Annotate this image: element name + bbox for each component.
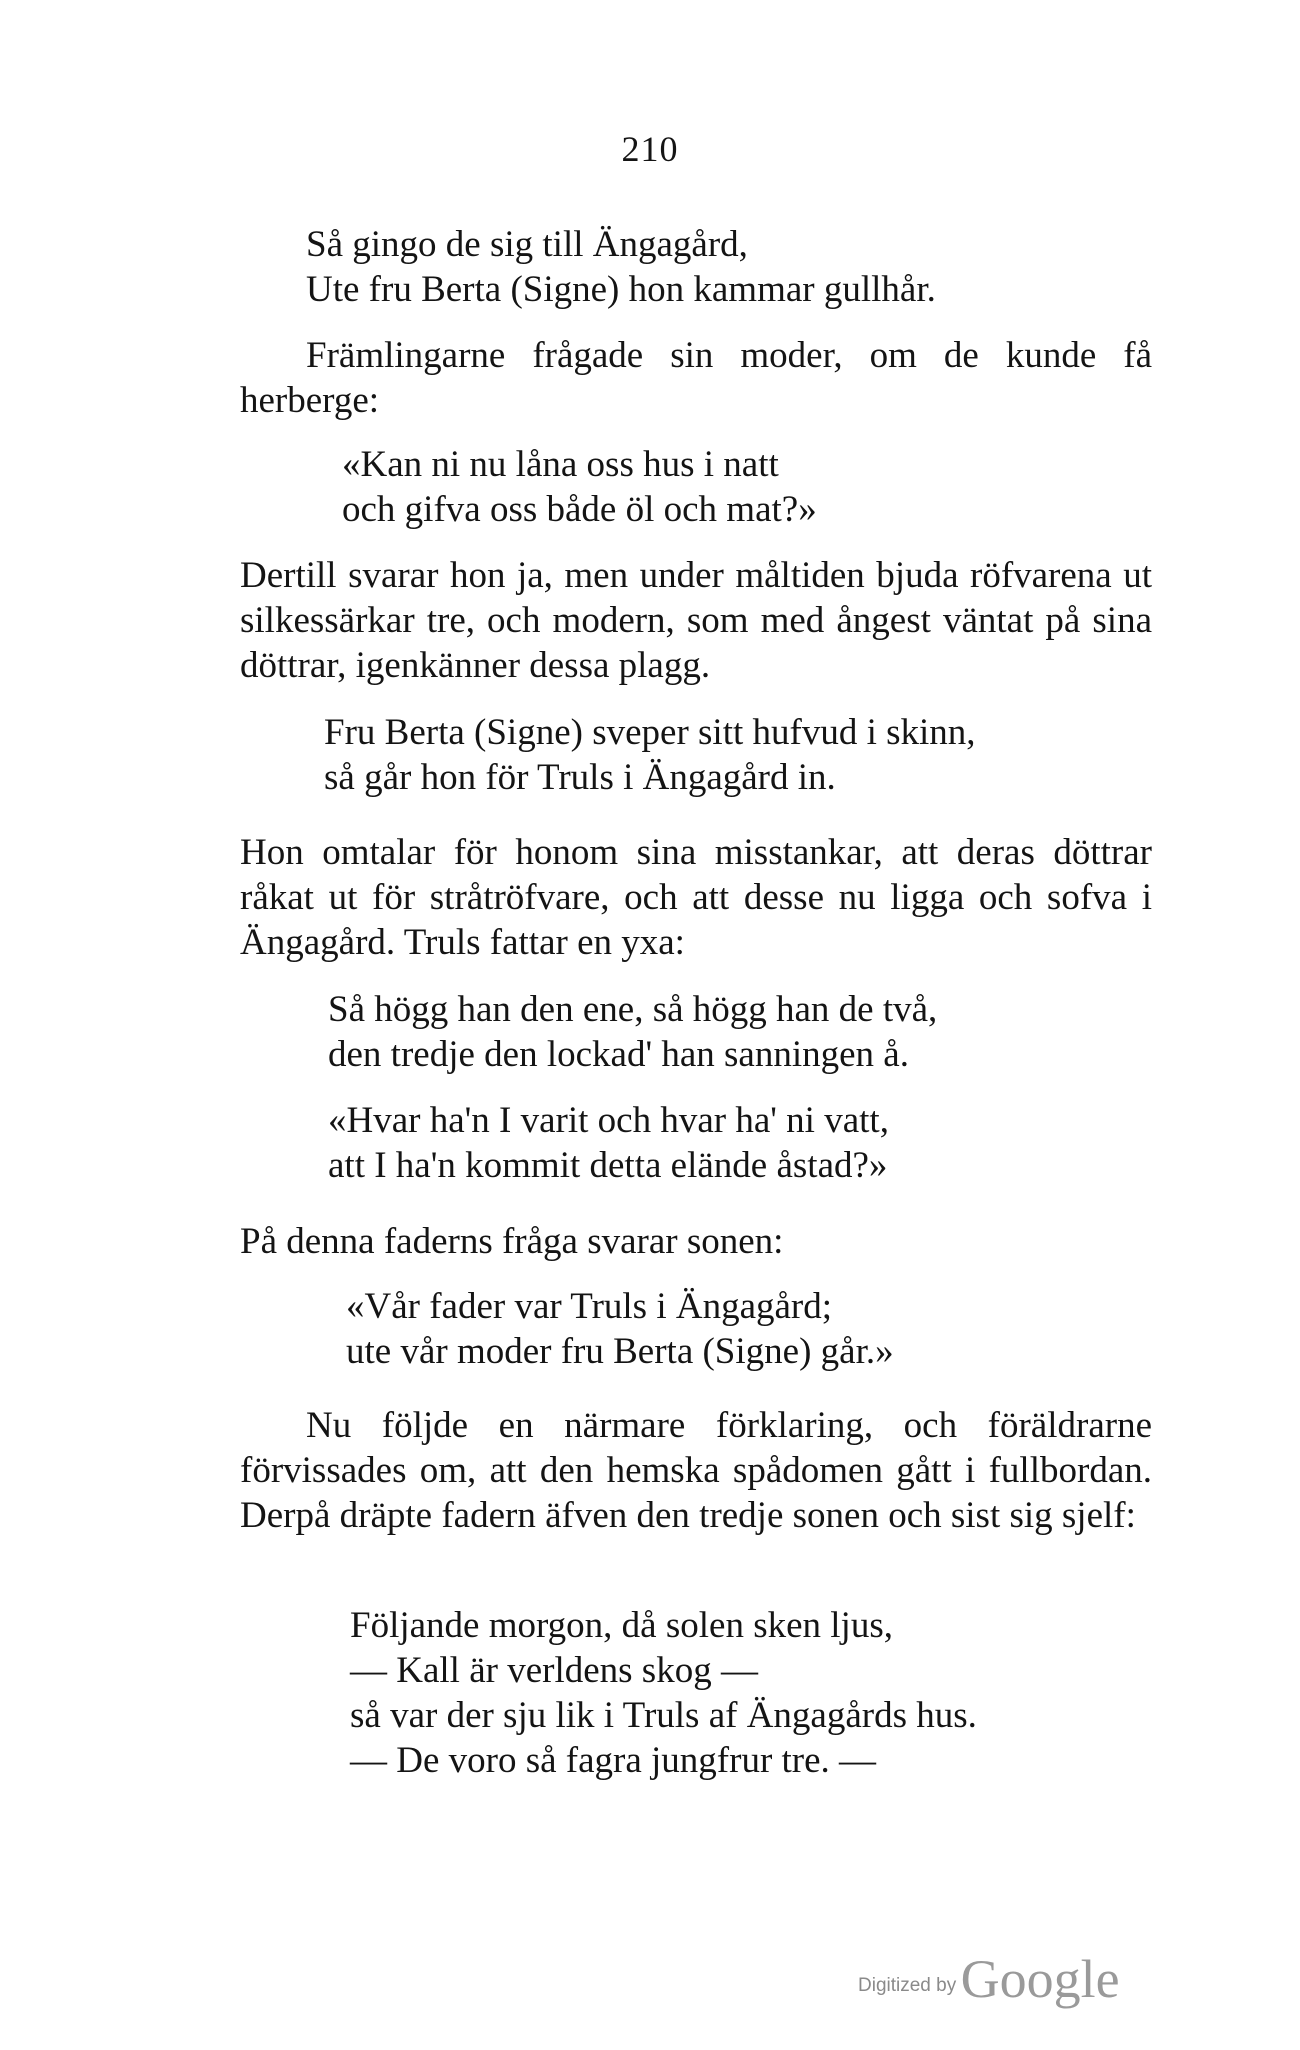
verse-stanza-1: [306, 222, 936, 312]
digitized-by-watermark: [858, 1948, 1120, 2010]
verse-line: Fru Berta (Signe) sveper sitt hufvud i skinn,: [324, 712, 976, 753]
verse-stanza-4: [328, 987, 937, 1077]
verse-line: — Kall är verldens skog —: [350, 1650, 758, 1691]
verse-line: «Vår fader var Truls i Ängagård;: [346, 1286, 833, 1327]
paragraph-5: Nu följde en närmare förklaring, och föräldrarne förvissades om, att den hemska spådomen gått i fullbordan. Derpå dräpte fadern äfven den tredje sonen och sist sig sjelf:: [240, 1405, 1152, 1536]
verse-line: Så gingo de sig till Ängagård,: [306, 224, 748, 265]
verse-line: Så högg han den ene, så högg han de två,: [328, 989, 938, 1030]
verse-stanza-3: [324, 710, 976, 800]
paragraph-3: Hon omtalar för honom sina misstankar, att deras döttrar råkat ut för stråtröfvare, och att desse nu ligga och sofva i Ängagård. Truls fattar en yxa:: [240, 832, 1152, 963]
verse-line: så går hon för Truls i Ängagård in.: [324, 757, 836, 798]
verse-stanza-5: [328, 1098, 889, 1188]
paragraph-4: På denna faderns fråga svarar sonen:: [240, 1221, 784, 1262]
paragraph-2: Dertill svarar hon ja, men under måltiden bjuda röfvarena ut silkessärkar tre, och modern, som med ångest väntat på sina döttrar, igenkänner dessa plagg.: [240, 555, 1152, 686]
verse-line: att I ha'n kommit detta elände åstad?»: [328, 1145, 888, 1186]
verse-line: och gifva oss både öl och mat?»: [342, 489, 817, 530]
paragraph-1: Främlingarne frågade sin moder, om de kunde få herberge:: [240, 335, 1152, 421]
verse-line: Ute fru Berta (Signe) hon kammar gullhår.: [306, 269, 936, 310]
verse-stanza-2: [342, 442, 817, 532]
verse-line: — De voro så fagra jungfrur tre. —: [350, 1740, 877, 1781]
verse-line: «Hvar ha'n I varit och hvar ha' ni vatt,: [328, 1100, 889, 1141]
verse-line: den tredje den lockad' han sanningen å.: [328, 1034, 909, 1075]
verse-line: så var der sju lik i Truls af Ängagårds hus.: [350, 1695, 977, 1736]
verse-line: «Kan ni nu låna oss hus i natt: [342, 444, 779, 485]
verse-stanza-6: [346, 1284, 894, 1374]
verse-line: ute vår moder fru Berta (Signe) går.»: [346, 1331, 894, 1372]
google-logo: Google: [960, 1949, 1120, 2009]
verse-line: Följande morgon, då solen sken ljus,: [350, 1605, 893, 1646]
verse-stanza-7: [350, 1603, 977, 1783]
page-number: 210: [621, 129, 679, 169]
digitized-by-text: Digitized by: [858, 1975, 957, 1996]
